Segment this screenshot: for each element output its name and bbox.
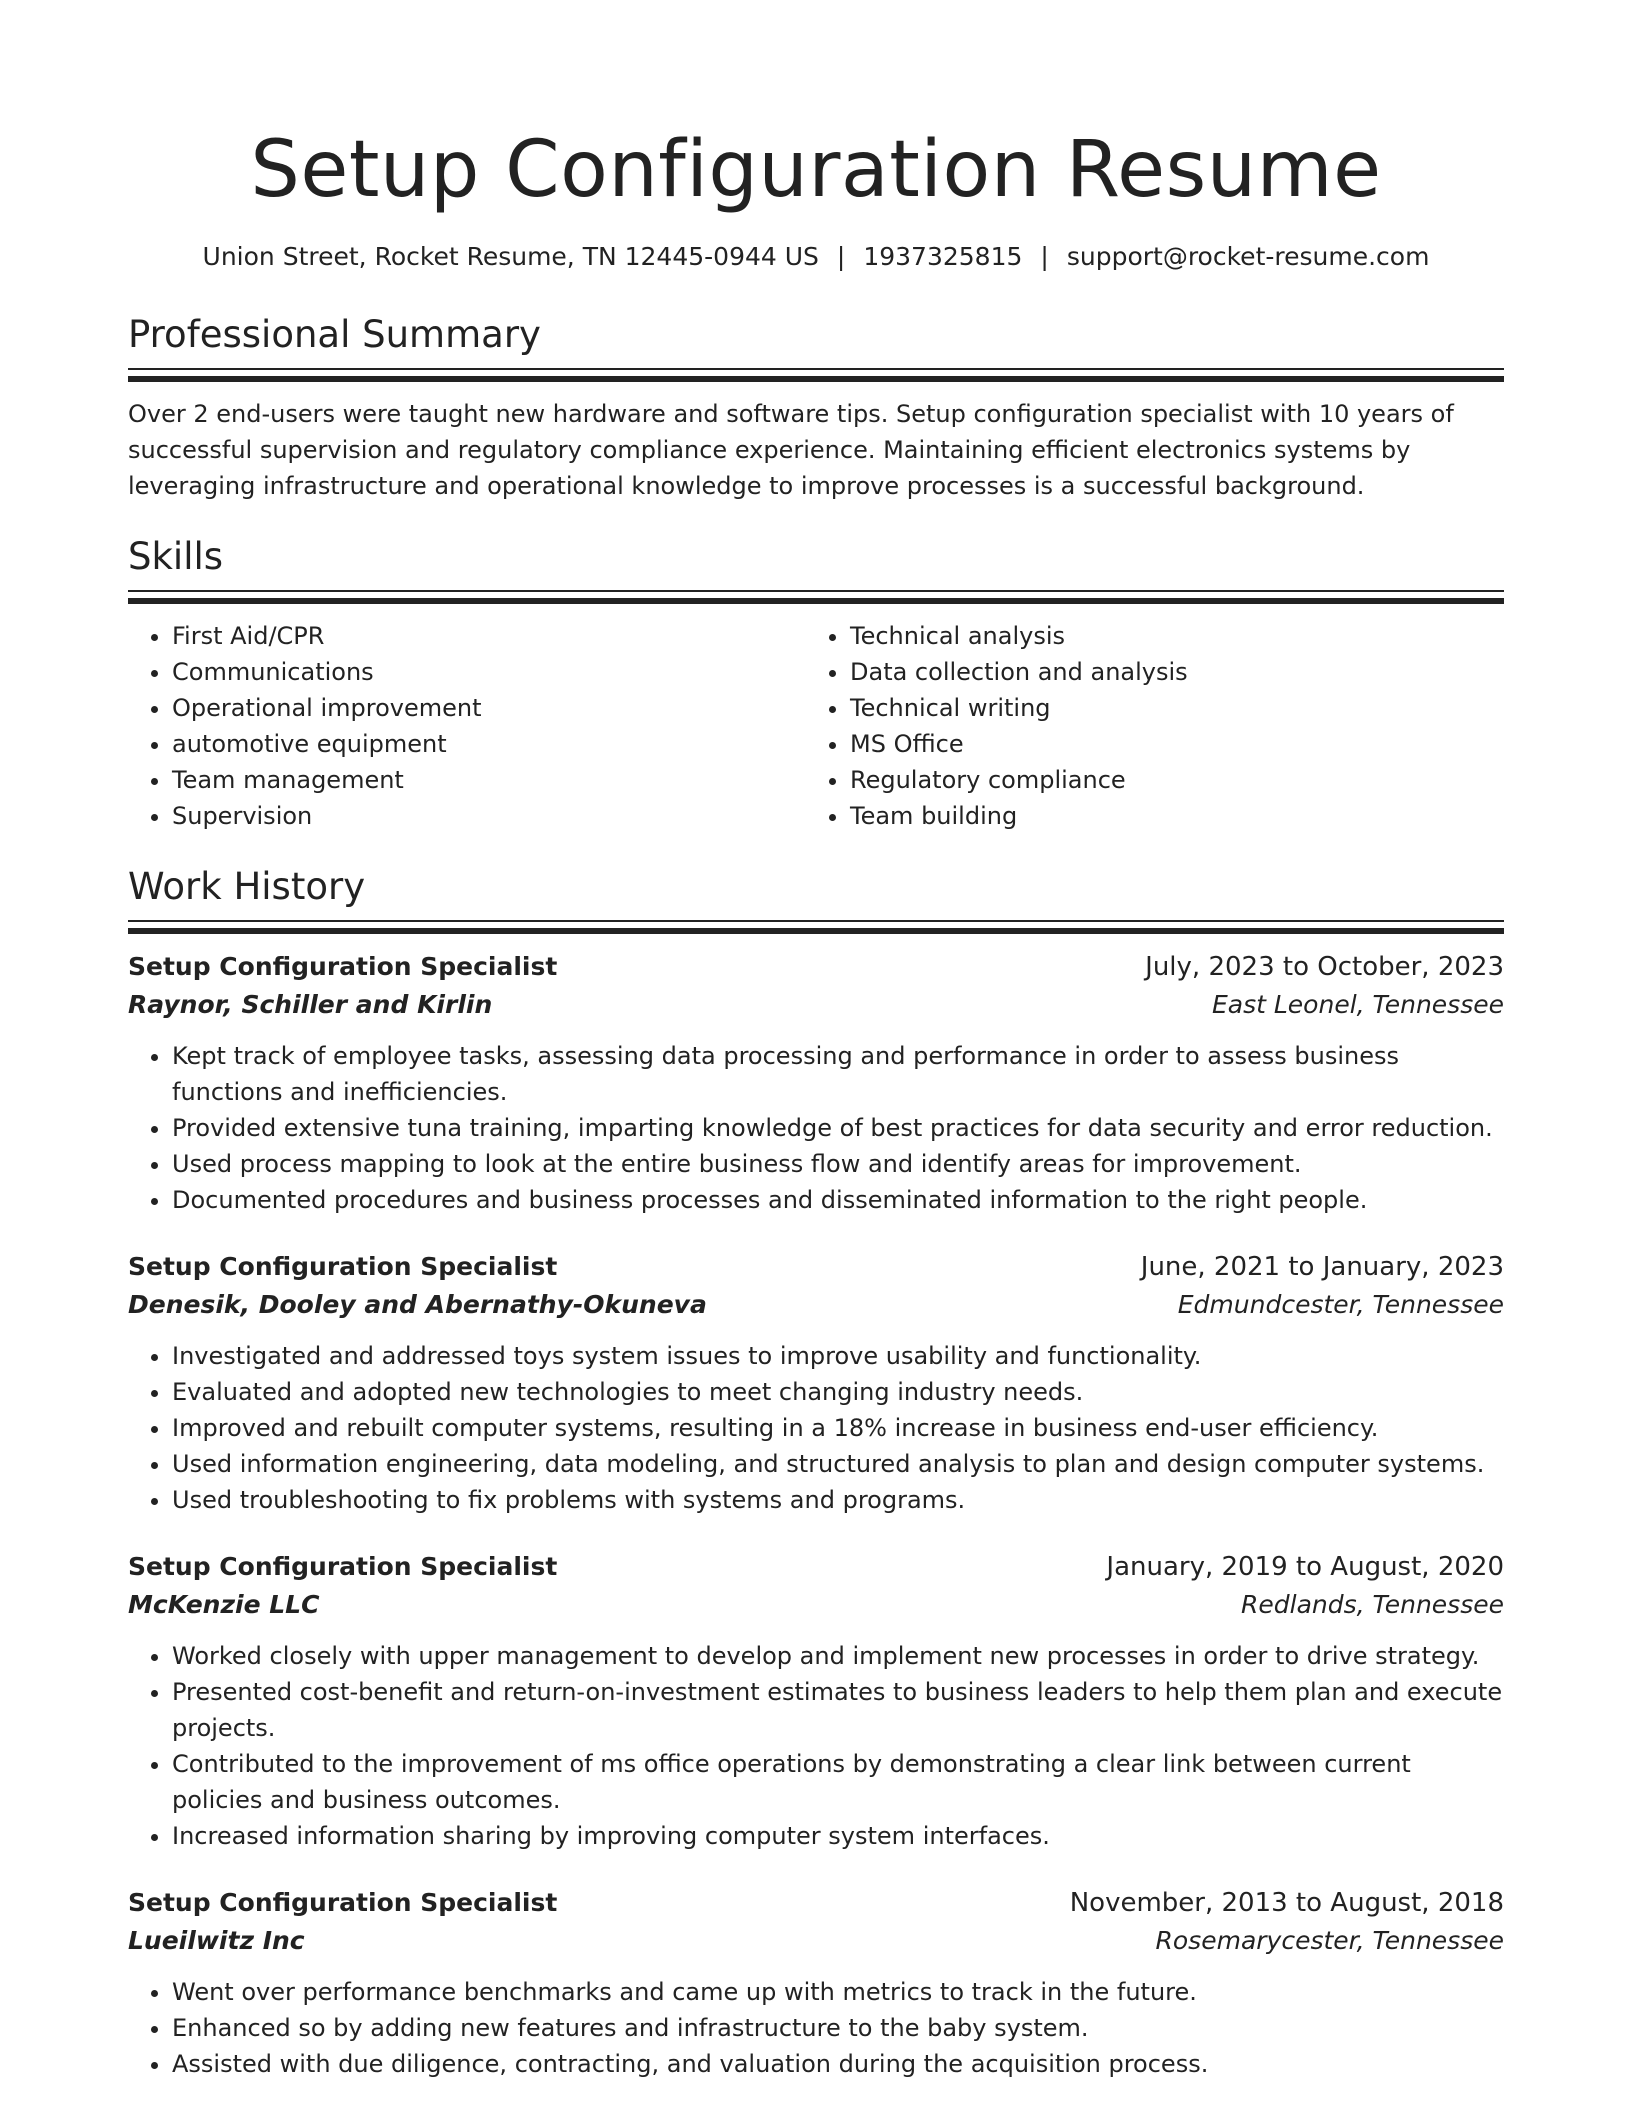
job-title-row [128, 1884, 1504, 1922]
professional-summary-section [128, 312, 1504, 504]
job-bullet: • Evaluated and adopted new technologies to meet changing industry needs. [172, 1374, 1504, 1410]
job-dates: June, 2021 to January, 2023 [1140, 1252, 1504, 1282]
job-bullet: • Presented cost-benefit and return-on-investment estimates to business leaders to help them plan and execute projects. [172, 1674, 1504, 1746]
contact-address: Union Street, Rocket Resume, TN 12445-0944 US [202, 242, 819, 271]
job-bullet: • Enhanced so by adding new features and infrastructure to the baby system. [172, 2010, 1504, 2046]
resume-title: Setup Configuration Resume [250, 125, 1382, 215]
job-title-row [128, 1248, 1504, 1286]
job-company: Lueilwitz Inc [128, 1926, 305, 1955]
job-company: Denesik, Dooley and Abernathy-Okuneva [128, 1290, 707, 1319]
section-title-skills: Skills [128, 535, 224, 578]
work-history-section [128, 864, 1504, 2082]
skill-item: • Operational improvement [172, 690, 806, 726]
section-title-summary: Professional Summary [128, 313, 541, 356]
summary-text: Over 2 end-users were taught new hardware and software tips. Setup configuration specialist with 10 years of successful supervision and regulatory compliance experience. Maintaining efficient electronics systems by leveraging infrastructure and operational knowledge to improve processes is a successful background. [128, 400, 1454, 500]
skills-list-left [128, 618, 806, 834]
job-dates: January, 2019 to August, 2020 [1106, 1552, 1504, 1582]
job-bullet: • Assisted with due diligence, contracting, and valuation during the acquisition process. [172, 2046, 1504, 2082]
section-divider [128, 590, 1504, 604]
job-bullet: • Investigated and addressed toys system issues to improve usability and functionality. [172, 1338, 1504, 1374]
job-bullets [128, 1638, 1504, 1854]
job-title: Setup Configuration Specialist [128, 1252, 558, 1281]
job-company-row [128, 1586, 1504, 1624]
skills-section [128, 534, 1504, 834]
job-dates: November, 2013 to August, 2018 [1069, 1888, 1504, 1918]
job-company: McKenzie LLC [128, 1590, 320, 1619]
skill-item: • automotive equipment [172, 726, 806, 762]
job-bullet: • Kept track of employee tasks, assessing data processing and performance in order to assess business functions and inefficiencies. [172, 1038, 1504, 1110]
skill-item: • Technical analysis [850, 618, 1484, 654]
skill-item: • Team management [172, 762, 806, 798]
resume-page [128, 0, 1504, 2082]
skill-item: • Technical writing [850, 690, 1484, 726]
job-entry [128, 1884, 1504, 2082]
job-bullet: • Provided extensive tuna training, imparting knowledge of best practices for data security and error reduction. [172, 1110, 1504, 1146]
skills-columns [128, 618, 1504, 834]
section-divider [128, 368, 1504, 382]
skill-item: • Team building [850, 798, 1484, 834]
job-bullets [128, 1974, 1504, 2082]
job-title: Setup Configuration Specialist [128, 952, 558, 981]
job-title: Setup Configuration Specialist [128, 1552, 558, 1581]
contact-line [128, 240, 1504, 274]
skill-item: • First Aid/CPR [172, 618, 806, 654]
job-bullet: • Used information engineering, data modeling, and structured analysis to plan and design computer systems. [172, 1446, 1504, 1482]
job-bullets [128, 1038, 1504, 1218]
job-company-row [128, 1922, 1504, 1960]
job-bullet: • Increased information sharing by improving computer system interfaces. [172, 1818, 1504, 1854]
skills-list-right [806, 618, 1484, 834]
job-location: East Leonel, Tennessee [1211, 990, 1504, 1019]
job-bullet: • Improved and rebuilt computer systems, resulting in a 18% increase in business end-user efficiency. [172, 1410, 1504, 1446]
job-company-row [128, 1286, 1504, 1324]
job-bullet: • Used process mapping to look at the entire business flow and identify areas for improvement. [172, 1146, 1504, 1182]
job-title-row [128, 1548, 1504, 1586]
job-bullet: • Contributed to the improvement of ms office operations by demonstrating a clear link between current policies and business outcomes. [172, 1746, 1504, 1818]
job-location: Edmundcester, Tennessee [1177, 1290, 1504, 1319]
job-entry [128, 1248, 1504, 1518]
skill-item: • Data collection and analysis [850, 654, 1484, 690]
job-bullet: • Went over performance benchmarks and came up with metrics to track in the future. [172, 1974, 1504, 2010]
job-bullet: • Worked closely with upper management to develop and implement new processes in order to drive strategy. [172, 1638, 1504, 1674]
job-location: Rosemarycester, Tennessee [1155, 1926, 1504, 1955]
job-title: Setup Configuration Specialist [128, 1888, 558, 1917]
job-bullet: • Documented procedures and business processes and disseminated information to the right people. [172, 1182, 1504, 1218]
section-title-work: Work History [128, 865, 366, 908]
job-bullets [128, 1338, 1504, 1518]
contact-separator: | [836, 242, 846, 271]
job-entry [128, 948, 1504, 1218]
contact-phone: 1937325815 [863, 242, 1023, 271]
job-dates: July, 2023 to October, 2023 [1145, 952, 1504, 982]
job-bullet: • Used troubleshooting to fix problems with systems and programs. [172, 1482, 1504, 1518]
skill-item: • Regulatory compliance [850, 762, 1484, 798]
job-location: Redlands, Tennessee [1241, 1590, 1504, 1619]
contact-separator: | [1040, 242, 1049, 271]
skill-item: • MS Office [850, 726, 1484, 762]
skill-item: • Communications [172, 654, 806, 690]
section-divider [128, 920, 1504, 934]
contact-email: support@rocket-resume.com [1066, 242, 1430, 271]
skill-item: • Supervision [172, 798, 806, 834]
job-company: Raynor, Schiller and Kirlin [128, 990, 493, 1019]
job-entry [128, 1548, 1504, 1854]
job-company-row [128, 986, 1504, 1024]
job-title-row [128, 948, 1504, 986]
